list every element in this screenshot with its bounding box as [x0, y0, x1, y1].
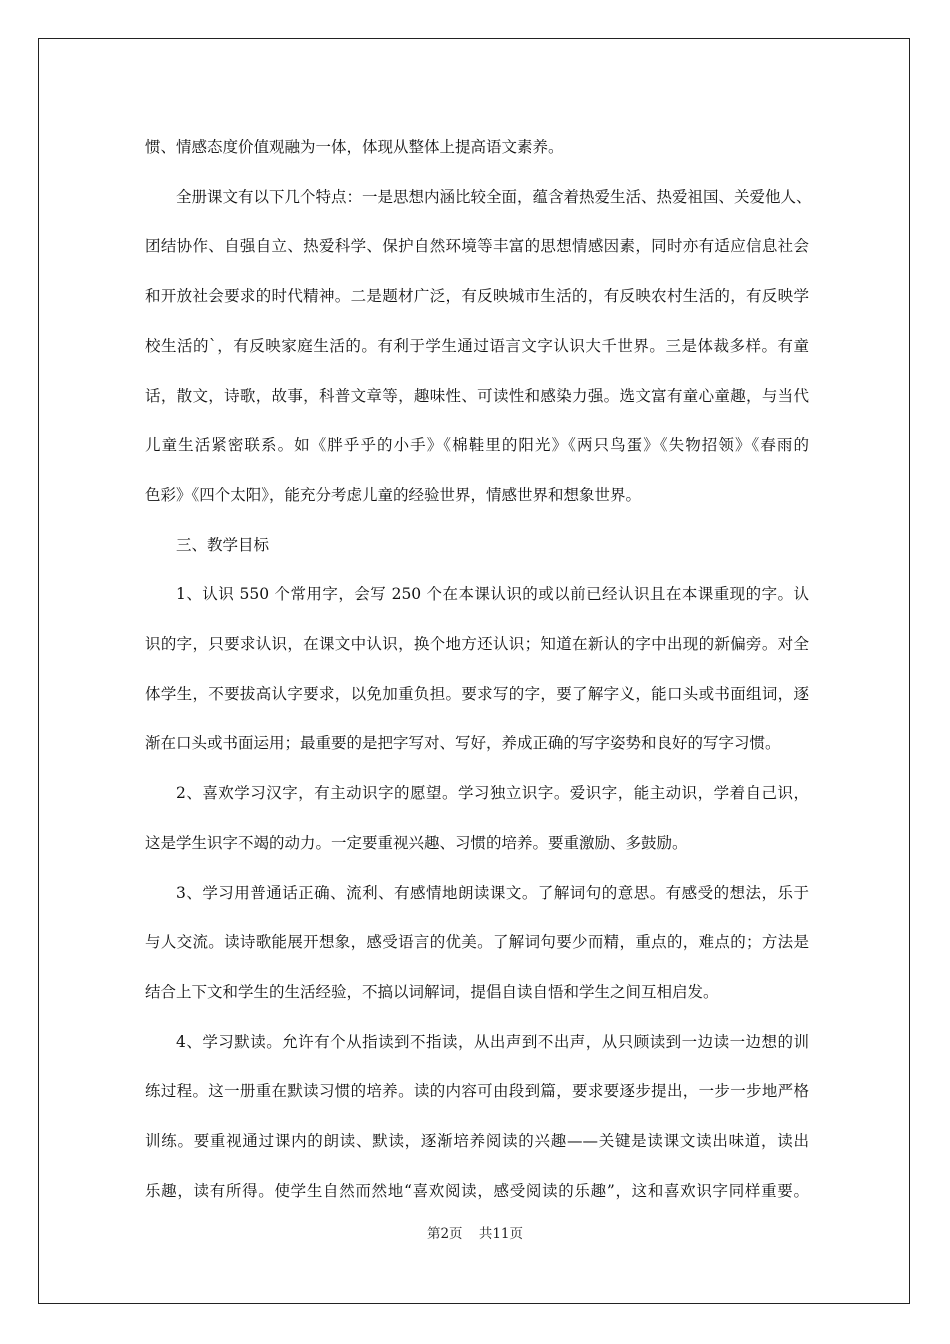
- text-line: 体学生，不要拔高认字要求，以免加重负担。要求写的字，要了解字义，能口头或书面组词，逐: [145, 684, 809, 703]
- page-number: 第2页: [426, 1226, 463, 1242]
- text-line: 校生活的`，有反映家庭生活的。有利于学生通过语言文字认识大千世界。三是体裁多样。有童: [145, 336, 809, 355]
- text-line: 与人交流。读诗歌能展开想象，感受语言的优美。了解词句要少而精，重点的，难点的；方法是: [145, 933, 809, 952]
- page-footer: [0, 1222, 950, 1242]
- text-line: 惯、情感态度价值观融为一体，体现从整体上提高语文素养。: [145, 138, 564, 156]
- text-line: 3、学习用普通话正确、流利、有感情地朗读课文。了解词句的意思。有感受的想法，乐于: [176, 883, 809, 902]
- text-line: 4、学习默读。允许有个从指读到不指读，从出声到不出声，从只顾读到一边读一边想的训: [176, 1032, 809, 1051]
- text-line: 识的字，只要求认识，在课文中认识，换个地方还认识；知道在新认的字中出现的新偏旁。对全: [145, 635, 809, 653]
- text-line: 结合上下文和学生的生活经验，不搞以词解词，提倡自读自悟和学生之间互相启发。: [145, 982, 719, 1001]
- section-heading: 三、教学目标: [176, 535, 270, 554]
- text-line: 儿童生活紧密联系。如《胖乎乎的小手》《棉鞋里的阳光》《两只鸟蛋》《失物招领》《春雨的: [145, 436, 809, 455]
- text-line: 渐在口头或书面运用；最重要的是把字写对、写好，养成正确的写字姿势和良好的写字习惯。: [145, 734, 781, 753]
- text-line: 团结协作、自强自立、热爱科学、保护自然环境等丰富的思想情感因素，同时亦有适应信息社会: [145, 237, 809, 256]
- text-line: 练过程。这一册重在默读习惯的培养。读的内容可由段到篇，要求要逐步提出，一步一步地严格: [145, 1082, 809, 1101]
- text-line: 和开放社会要求的时代精神。二是题材广泛，有反映城市生活的，有反映农村生活的，有反映学: [145, 287, 809, 306]
- text-line: 话，散文，诗歌，故事，科普文章等，趣味性、可读性和感染力强。选文富有童心童趣，与当代: [145, 386, 809, 405]
- text-line: 这是学生识字不竭的动力。一定要重视兴趣、习惯的培养。要重激励、多鼓励。: [145, 833, 688, 852]
- text-line: 训练。要重视通过课内的朗读、默读，逐渐培养阅读的兴趣——关键是读课文读出味道，读出: [145, 1132, 809, 1150]
- text-line: 色彩》《四个太阳》，能充分考虑儿童的经验世界，情感世界和想象世界。: [145, 485, 642, 504]
- page-total: 共11页: [478, 1226, 524, 1242]
- text-line: 1、认识 550 个常用字，会写 250 个在本课认识的或以前已经认识且在本课重现的字。认: [176, 585, 809, 604]
- text-line: 全册课文有以下几个特点：一是思想内涵比较全面，蕴含着热爱生活、热爱祖国、关爱他人、: [176, 187, 812, 206]
- text-line: 乐趣，读有所得。使学生自然而然地“喜欢阅读，感受阅读的乐趣”，这和喜欢识字同样重要。: [145, 1181, 809, 1200]
- text-line: 2、喜欢学习汉字，有主动识字的愿望。学习独立识字。爱识字，能主动识，学着自己识，: [176, 784, 809, 803]
